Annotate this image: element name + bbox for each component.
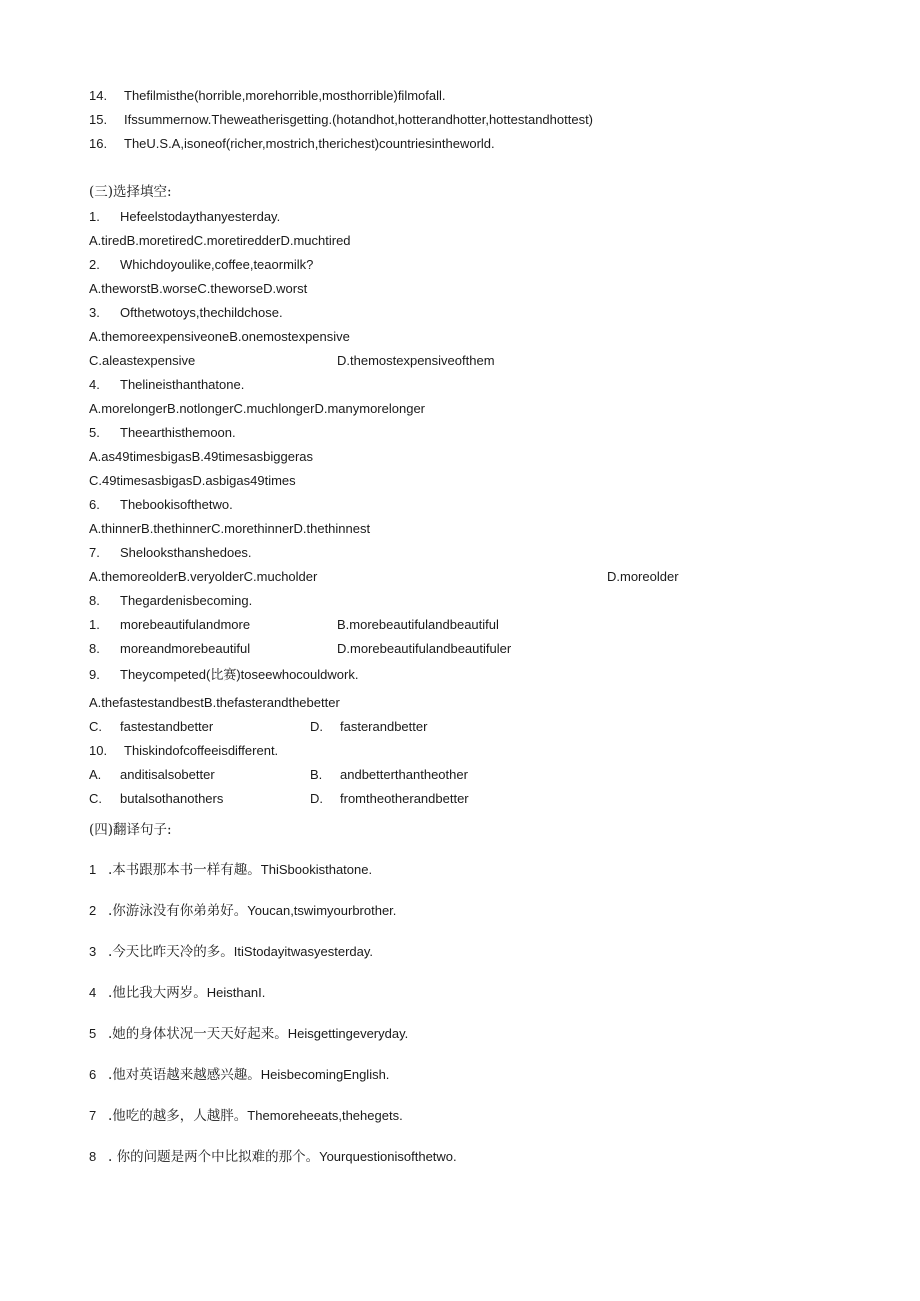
question-stem: Thiskindofcoffeeisdifferent. — [124, 743, 279, 758]
english-sentence: HeisthanI. — [206, 985, 266, 1000]
option-a: anditisalsobetter — [120, 767, 215, 782]
option-d: fromtheotherandbetter — [340, 791, 469, 806]
question-number: 10. — [89, 743, 108, 758]
question-options: C.49timesasbigasD.asbigas49times — [89, 473, 296, 488]
question-number: 4. — [89, 377, 100, 392]
option-letter: C. — [89, 719, 102, 734]
question-number: 8. — [89, 593, 100, 608]
question-stem: Theearthisthemoon. — [120, 425, 236, 440]
option-b: andbetterthantheother — [340, 767, 468, 782]
option-c: moreandmorebeautiful — [120, 641, 251, 656]
option-letter: D. — [310, 791, 323, 806]
item-number: 6 — [89, 1067, 97, 1082]
option-letter: C. — [89, 791, 102, 806]
option-c: fastestandbetter — [120, 719, 214, 734]
question-number: 6. — [89, 497, 100, 512]
option-c: butalsothanothers — [120, 791, 224, 806]
question-number: 16. — [89, 136, 108, 151]
question-number: 1. — [89, 209, 100, 224]
question-stem: Shelooksthanshedoes. — [120, 545, 252, 560]
chinese-sentence: .她的身体状况一天天好起来。 — [108, 1026, 288, 1042]
question-number: 2. — [89, 257, 100, 272]
item-number: 4 — [89, 985, 97, 1000]
question-number: 7. — [89, 545, 100, 560]
option-c: C.aleastexpensive — [89, 353, 196, 368]
english-sentence: ItiStodayitwasyesterday. — [233, 944, 374, 959]
chinese-sentence: .他吃的越多，人越胖。 — [108, 1108, 248, 1124]
question-options: A.thinnerB.thethinnerC.morethinnerD.thethinnest — [89, 521, 371, 536]
question-text: TheU.S.A,isoneof(richer,mostrich,therichest)countriesintheworld. — [124, 136, 495, 151]
question-text: Thefilmisthe(horrible,morehorrible,mosthorrible)filmofall. — [124, 88, 446, 103]
question-number: 5. — [89, 425, 100, 440]
section-heading-multiple-choice: (三)选择填空: — [89, 184, 172, 200]
option-letter: A. — [89, 767, 102, 782]
question-number: 14. — [89, 88, 108, 103]
english-sentence: ThiSbookisthatone. — [260, 862, 373, 877]
chinese-sentence: .今天比昨天冷的多。 — [108, 944, 234, 960]
question-stem: Thegardenisbecoming. — [120, 593, 253, 608]
item-number: 8 — [89, 1149, 97, 1164]
option-b: B.morebeautifulandbeautiful — [337, 617, 499, 632]
question-options: A.tiredB.moretiredC.moretiredderD.muchtired — [89, 233, 351, 248]
question-options: A.theworstB.worseC.theworseD.worst — [89, 281, 308, 296]
question-options: A.themoreolderB.veryolderC.mucholder — [89, 569, 318, 584]
option-d: D.moreolder — [607, 569, 679, 584]
english-sentence: Themoreheeats,thehegets. — [247, 1108, 403, 1123]
item-number: 7 — [89, 1108, 97, 1123]
question-text: Ifssummernow.Theweatherisgetting.(hotandhot,hotterandhotter,hottestandhottest) — [124, 112, 594, 127]
question-stem: Hefeelstodaythanyesterday. — [120, 209, 281, 224]
option-number: 1. — [89, 617, 100, 632]
english-sentence: HeisbecomingEnglish. — [260, 1067, 390, 1082]
section-heading-translation: (四)翻译句子: — [89, 822, 172, 838]
question-options: A.as49timesbigasB.49timesasbiggeras — [89, 449, 314, 464]
english-sentence: Heisgettingeveryday. — [287, 1026, 409, 1041]
english-sentence: Yourquestionisofthetwo. — [319, 1149, 457, 1164]
item-number: 1 — [89, 862, 97, 877]
question-options: A.thefastestandbestB.thefasterandthebetter — [89, 695, 340, 710]
option-number: 8. — [89, 641, 100, 656]
chinese-sentence: .你游泳没有你弟弟好。 — [108, 903, 248, 919]
item-number: 5 — [89, 1026, 97, 1041]
question-options: A.themoreexpensiveoneB.onemostexpensive — [89, 329, 350, 344]
option-d: D.themostexpensiveofthem — [337, 353, 495, 368]
question-number: 15. — [89, 112, 108, 127]
item-number: 2 — [89, 903, 97, 918]
chinese-sentence: .他对英语越来越感兴趣。 — [108, 1067, 261, 1083]
question-number: 3. — [89, 305, 100, 320]
question-options: A.morelongerB.notlongerC.muchlongerD.manymorelonger — [89, 401, 426, 416]
chinese-sentence: .本书跟那本书一样有趣。 — [108, 862, 261, 878]
question-stem: Thelineisthanthatone. — [120, 377, 245, 392]
option-a: morebeautifulandmore — [120, 617, 251, 632]
option-d: D.morebeautifulandbeautifuler — [337, 641, 512, 656]
question-stem: Thebookisofthetwo. — [120, 497, 233, 512]
question-stem: Whichdoyoulike,coffee,teaormilk? — [120, 257, 314, 272]
option-letter: B. — [310, 767, 323, 782]
chinese-sentence: .他比我大两岁。 — [108, 985, 207, 1001]
question-stem: Ofthetwotoys,thechildchose. — [120, 305, 283, 320]
question-stem: Theycompeted(比赛)toseewhocouldwork. — [120, 667, 359, 682]
item-number: 3 — [89, 944, 97, 959]
option-letter: D. — [310, 719, 323, 734]
chinese-sentence: . 你的问题是两个中比拟难的那个。 — [108, 1149, 320, 1165]
question-number: 9. — [89, 667, 100, 682]
english-sentence: Youcan,tswimyourbrother. — [247, 903, 397, 918]
option-d: fasterandbetter — [340, 719, 428, 734]
